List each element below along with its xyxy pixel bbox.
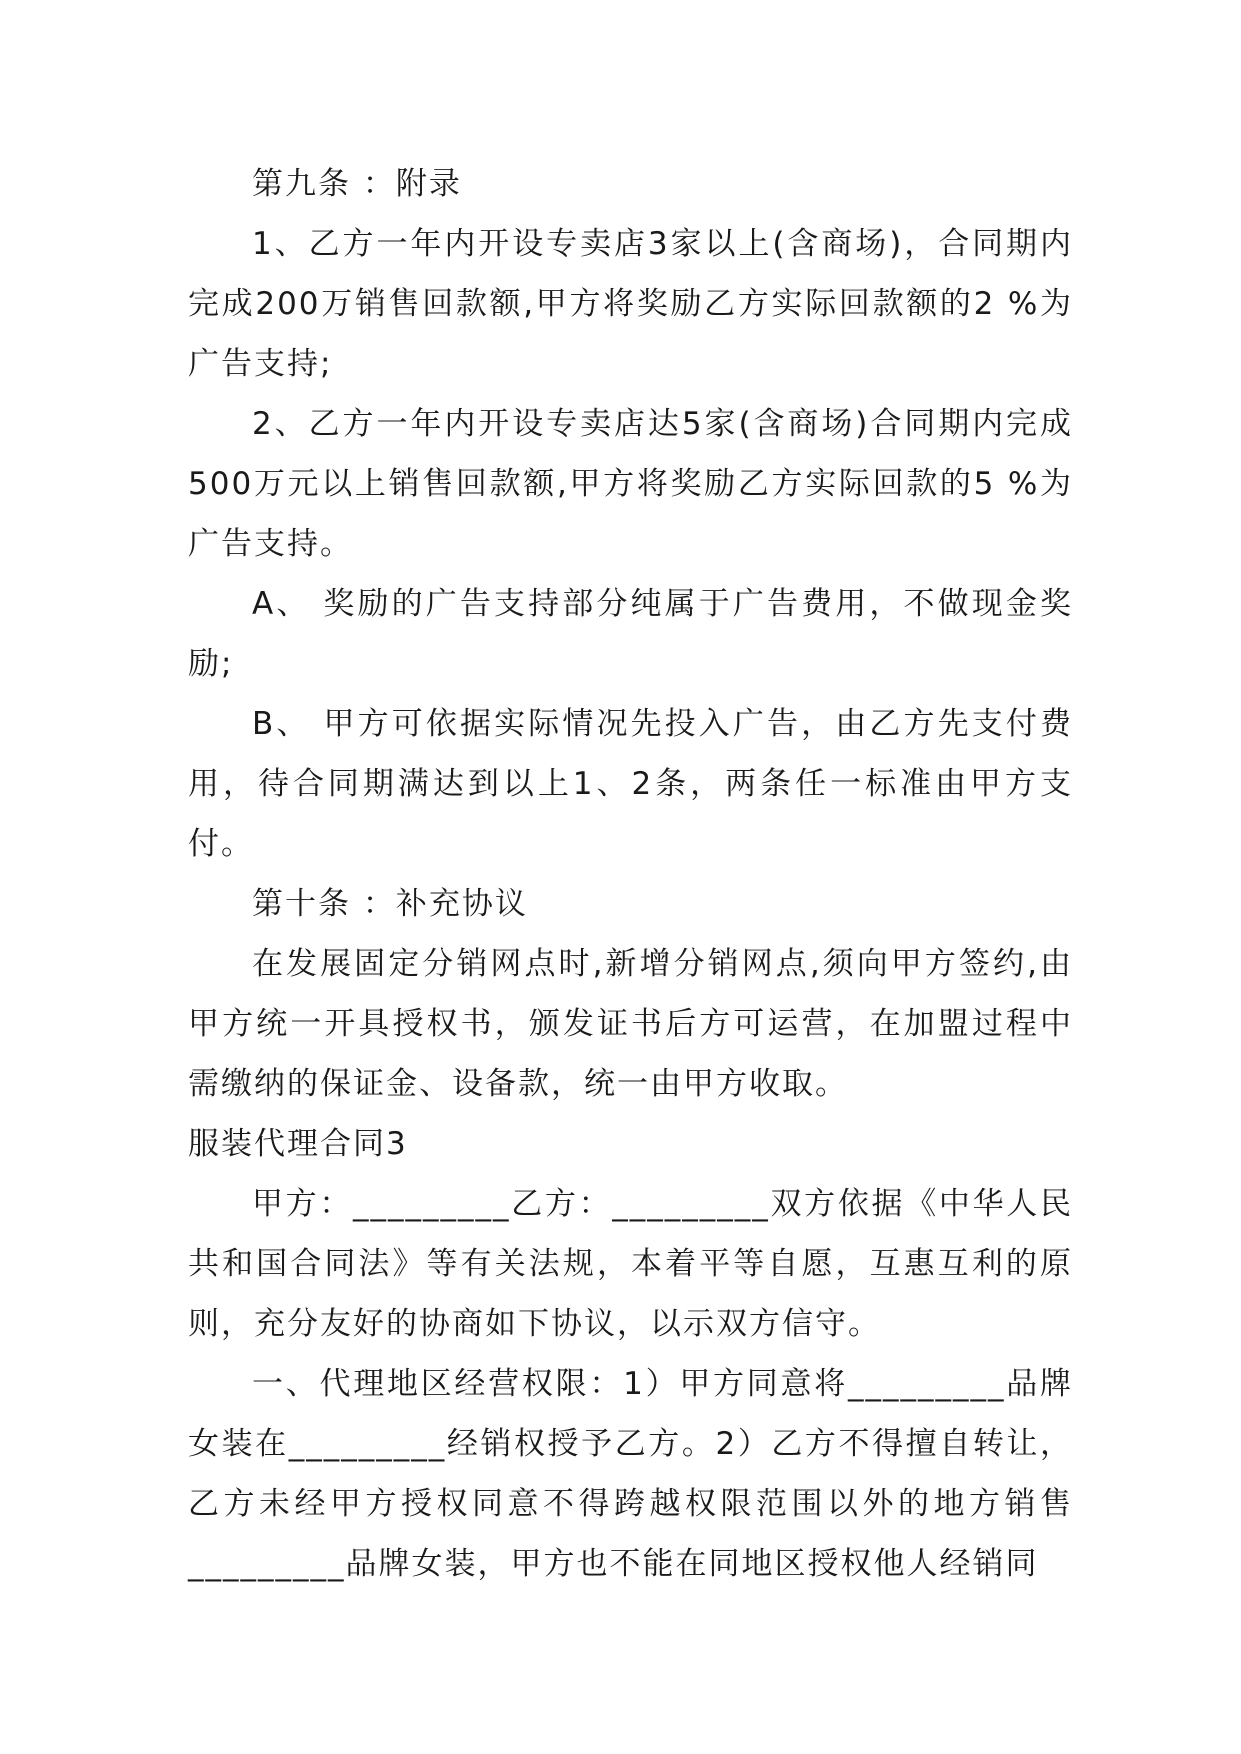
- article-9-note-a: A、 奖励的广告支持部分纯属于广告费用，不做现金奖励;: [188, 586, 1073, 682]
- contract-3-preamble: 甲方：_________乙方：_________双方依据《中华人民共和国合同法》等有关法规，本着平等自愿，互惠互利的原则，充分友好的协商如下协议，以示双方信守。: [188, 1186, 1073, 1342]
- article-9-note-b: B、 甲方可依据实际情况先投入广告，由乙方先支付费用，待合同期满达到以上1、2条，两条任一标准由甲方支付。: [188, 706, 1073, 862]
- article-10-heading: 第十条 ：补充协议: [252, 886, 528, 922]
- document-page: [188, 154, 1073, 1594]
- article-9-item-2: 2、乙方一年内开设专卖店达5家(含商场)合同期内完成500万元以上销售回款额,甲方将奖励乙方实际回款的5 %为广告支持。: [188, 406, 1073, 562]
- article-10-body: 在发展固定分销网点时,新增分销网点,须向甲方签约,由甲方统一开具授权书，颁发证书后方可运营，在加盟过程中需缴纳的保证金、设备款，统一由甲方收取。: [188, 946, 1073, 1102]
- contract-3-section-1: 一、代理地区经营权限：1）甲方同意将_________品牌女装在_________经销权授予乙方。2）乙方不得擅自转让，乙方未经甲方授权同意不得跨越权限范围以外的地方销售_________品牌女装，甲方也不能在同地区授权他人经销同: [188, 1366, 1073, 1582]
- article-9-heading: 第九条 ：附录: [252, 166, 462, 202]
- article-9-item-1: 1、乙方一年内开设专卖店3家以上(含商场)，合同期内完成200万销售回款额,甲方将奖励乙方实际回款额的2 %为广告支持;: [188, 226, 1073, 382]
- contract-3-title: 服装代理合同3: [188, 1126, 408, 1162]
